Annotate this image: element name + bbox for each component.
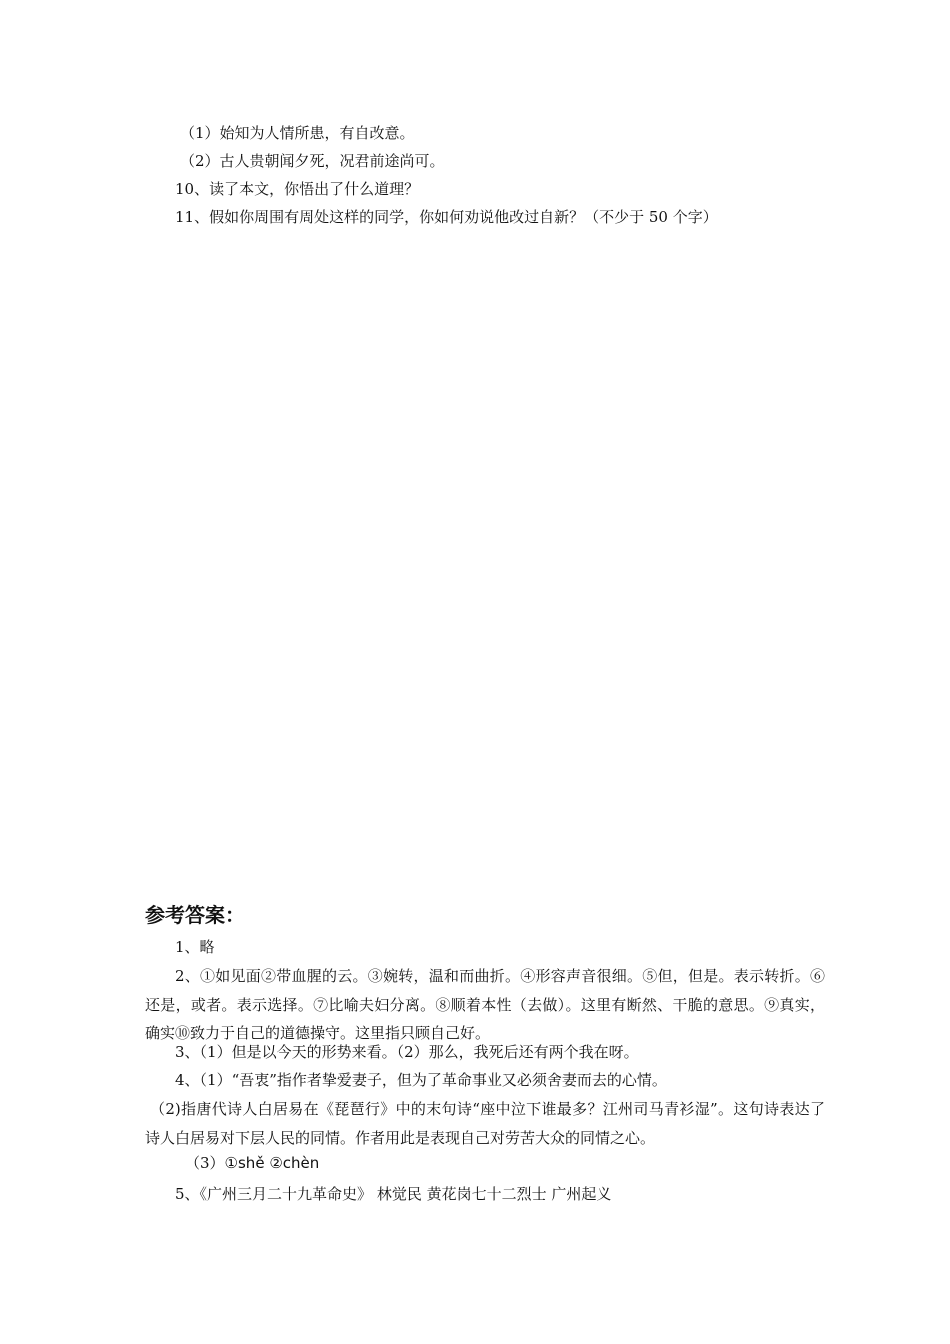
answer-4-part-1: 4、（1）“吾衷”指作者挚爱妻子，但为了革命事业又必须舍妻而去的心情。 (175, 1071, 667, 1089)
question-item-2: （2）古人贵朝闻夕死，况君前途尚可。 (180, 152, 445, 170)
answer-4-part-3-pinyin: ①shě ②chèn (224, 1154, 320, 1172)
answers-heading: 参考答案： (145, 903, 245, 927)
answer-3: 3、（1）但是以今天的形势来看。（2）那么，我死后还有两个我在呀。 (175, 1043, 639, 1061)
question-item-1: （1）始知为人情所患，有自改意。 (180, 124, 415, 142)
answer-1: 1、略 (175, 938, 215, 956)
question-10: 10、读了本文，你悟出了什么道理？ (175, 180, 420, 198)
question-11: 11、假如你周围有周处这样的同学，你如何劝说他改过自新？（不少于 50 个字） (175, 208, 718, 226)
answer-2: 2、①如见面②带血腥的云。③婉转，温和而曲折。④形容声音很细。⑤但，但是。表示转折。⑥还是，或者。表示选择。⑦比喻夫妇分离。⑧顺着本性（去做）。这里有断然、干脆的意思。⑨真实，确实⑩致力于自己的道德操守。这里指只顾自己好。 (145, 967, 825, 1042)
answer-4-part-2: （2)指唐代诗人白居易在《琵琶行》中的末句诗“座中泣下谁最多？江州司马青衫湿”。这句诗表达了诗人白居易对下层人民的同情。作者用此是表现自己对劳苦大众的同情之心。 (145, 1100, 825, 1147)
answer-4-part-3 (185, 1153, 319, 1173)
answer-4-part-3-prefix: （3） (185, 1154, 225, 1172)
answer-5: 5、《广州三月二十九革命史》 林觉民 黄花岗七十二烈士 广州起义 (175, 1185, 612, 1203)
